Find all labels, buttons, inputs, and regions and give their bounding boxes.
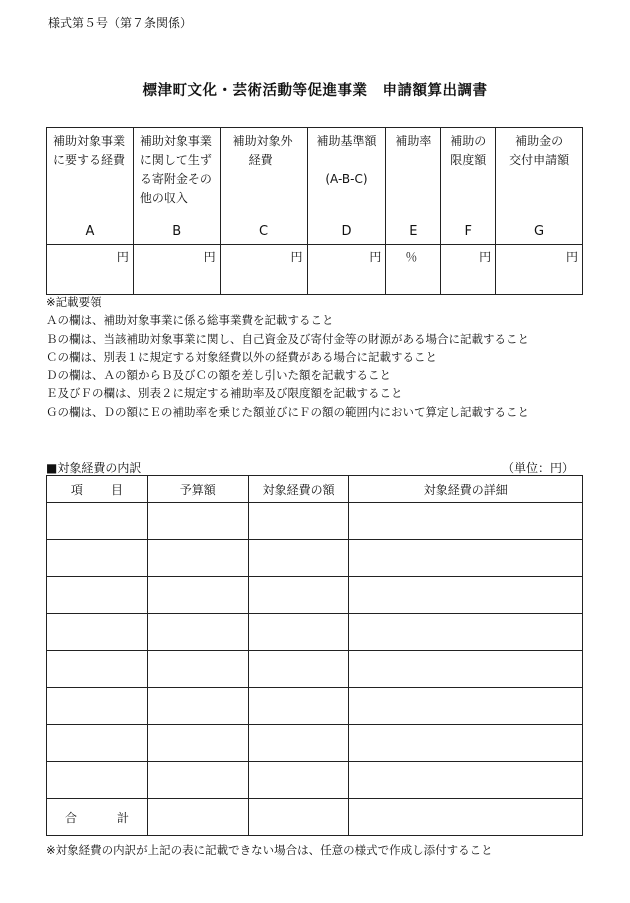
item-cell[interactable] [47,540,148,577]
col-letter: G [534,224,545,239]
table-row [47,614,583,651]
cost-cell[interactable] [248,651,349,688]
amount-c-cell[interactable] [220,245,307,295]
budget-header: 予算額 [147,476,248,503]
document-title: 標津町文化・芸術活動等促進事業 申請額算出調書 [142,83,488,99]
total-detail-cell[interactable] [349,799,583,836]
calculation-table [46,127,583,295]
note-item: Ｃの欄は、別表１に規定する対象経費以外の経費がある場合に記載すること [46,349,437,364]
detail-cell[interactable] [349,577,583,614]
notes-section [46,293,529,421]
budget-cell[interactable] [147,688,248,725]
table-row [47,540,583,577]
table-row [47,577,583,614]
budget-cell[interactable] [147,725,248,762]
detail-cell[interactable] [349,651,583,688]
cost-cell[interactable] [248,762,349,799]
note-item: Ｂの欄は、当該補助対象事業に関し、自己資金及び寄付金等の財源がある場合に記載すること [46,331,529,346]
col-letter: D [341,224,352,239]
col-g-header: 補助金の 交付申請額 G [496,128,583,245]
note-item: Ｅ及びＦの欄は、別表２に規定する補助率及び限度額を記載すること [46,386,403,401]
cost-breakdown-title: ■対象経費の内訳 [46,461,142,475]
detail-cell[interactable] [349,503,583,540]
col-letter: B [172,224,182,239]
col-e-header: 補助率 E [386,128,441,245]
col-letter: A [85,224,95,239]
col-letter: F [464,224,472,239]
footnote: ※対象経費の内訳が上記の表に記載できない場合は、任意の様式で作成し添付すること [46,843,493,857]
cost-amount-header: 対象経費の額 [248,476,349,503]
cost-cell[interactable] [248,725,349,762]
table-row [47,762,583,799]
col-letter: E [409,224,418,239]
note-item: Ｄの欄は、Ａの額からＢ及びＣの額を差し引いた額を記載すること [46,368,391,383]
item-cell[interactable] [47,725,148,762]
budget-cell[interactable] [147,651,248,688]
amount-a-cell[interactable] [47,245,134,295]
cost-header-row [47,476,583,503]
detail-cell[interactable] [349,688,583,725]
total-cost-cell[interactable] [248,799,349,836]
cost-detail-header: 対象経費の詳細 [349,476,583,503]
unit-label: 円 [479,250,492,264]
col-a-header: 補助対象事業 に要する経費 A [47,128,134,245]
unit-label: 円 [203,250,216,264]
budget-cell[interactable] [147,540,248,577]
note-item: Ａの欄は、補助対象事業に係る総事業費を記載すること [46,313,334,328]
cost-breakdown-table [46,475,583,836]
cost-cell[interactable] [248,540,349,577]
col-b-header: 補助対象事業 に関して生ず る寄附金その 他の収入 B [133,128,220,245]
form-number: 様式第５号（第７条関係） [48,16,193,30]
col-f-header: 補助の 限度額 F [441,128,496,245]
note-item: Ｇの欄は、Ｄの額にＥの補助率を乗じた額並びにＦの額の範囲内において算定し記載すること [46,404,529,419]
notes-heading: ※記載要領 [46,295,102,309]
cost-cell[interactable] [248,688,349,725]
item-cell[interactable] [47,614,148,651]
item-cell[interactable] [47,503,148,540]
budget-cell[interactable] [147,503,248,540]
cost-cell[interactable] [248,503,349,540]
item-cell[interactable] [47,762,148,799]
calc-header-row [47,128,583,245]
calc-input-row [47,245,583,295]
rate-e-cell[interactable] [386,245,441,295]
unit-label: 円 [369,250,382,264]
detail-cell[interactable] [349,725,583,762]
budget-cell[interactable] [147,762,248,799]
total-row [47,799,583,836]
item-header: 項 目 [47,476,148,503]
item-cell[interactable] [47,577,148,614]
unit-label: 円 [565,250,578,264]
unit-label: ％ [405,250,418,264]
budget-cell[interactable] [147,577,248,614]
cost-cell[interactable] [248,577,349,614]
item-cell[interactable] [47,688,148,725]
amount-d-cell[interactable] [307,245,386,295]
detail-cell[interactable] [349,762,583,799]
table-row [47,688,583,725]
amount-b-cell[interactable] [133,245,220,295]
unit-label: 円 [290,250,303,264]
limit-f-cell[interactable] [441,245,496,295]
request-g-cell[interactable] [496,245,583,295]
col-c-header: 補助対象外 経費 C [220,128,307,245]
table-row [47,725,583,762]
budget-cell[interactable] [147,614,248,651]
detail-cell[interactable] [349,614,583,651]
table-row [47,651,583,688]
total-budget-cell[interactable] [147,799,248,836]
cost-unit-label: （単位：円） [501,461,574,475]
col-d-header: 補助基準額 (A-B-C) D [307,128,386,245]
detail-cell[interactable] [349,540,583,577]
cost-cell[interactable] [248,614,349,651]
item-cell[interactable] [47,651,148,688]
col-letter: C [259,224,269,239]
unit-label: 円 [116,250,129,264]
table-row [47,503,583,540]
total-label: 合 計 [47,799,148,836]
